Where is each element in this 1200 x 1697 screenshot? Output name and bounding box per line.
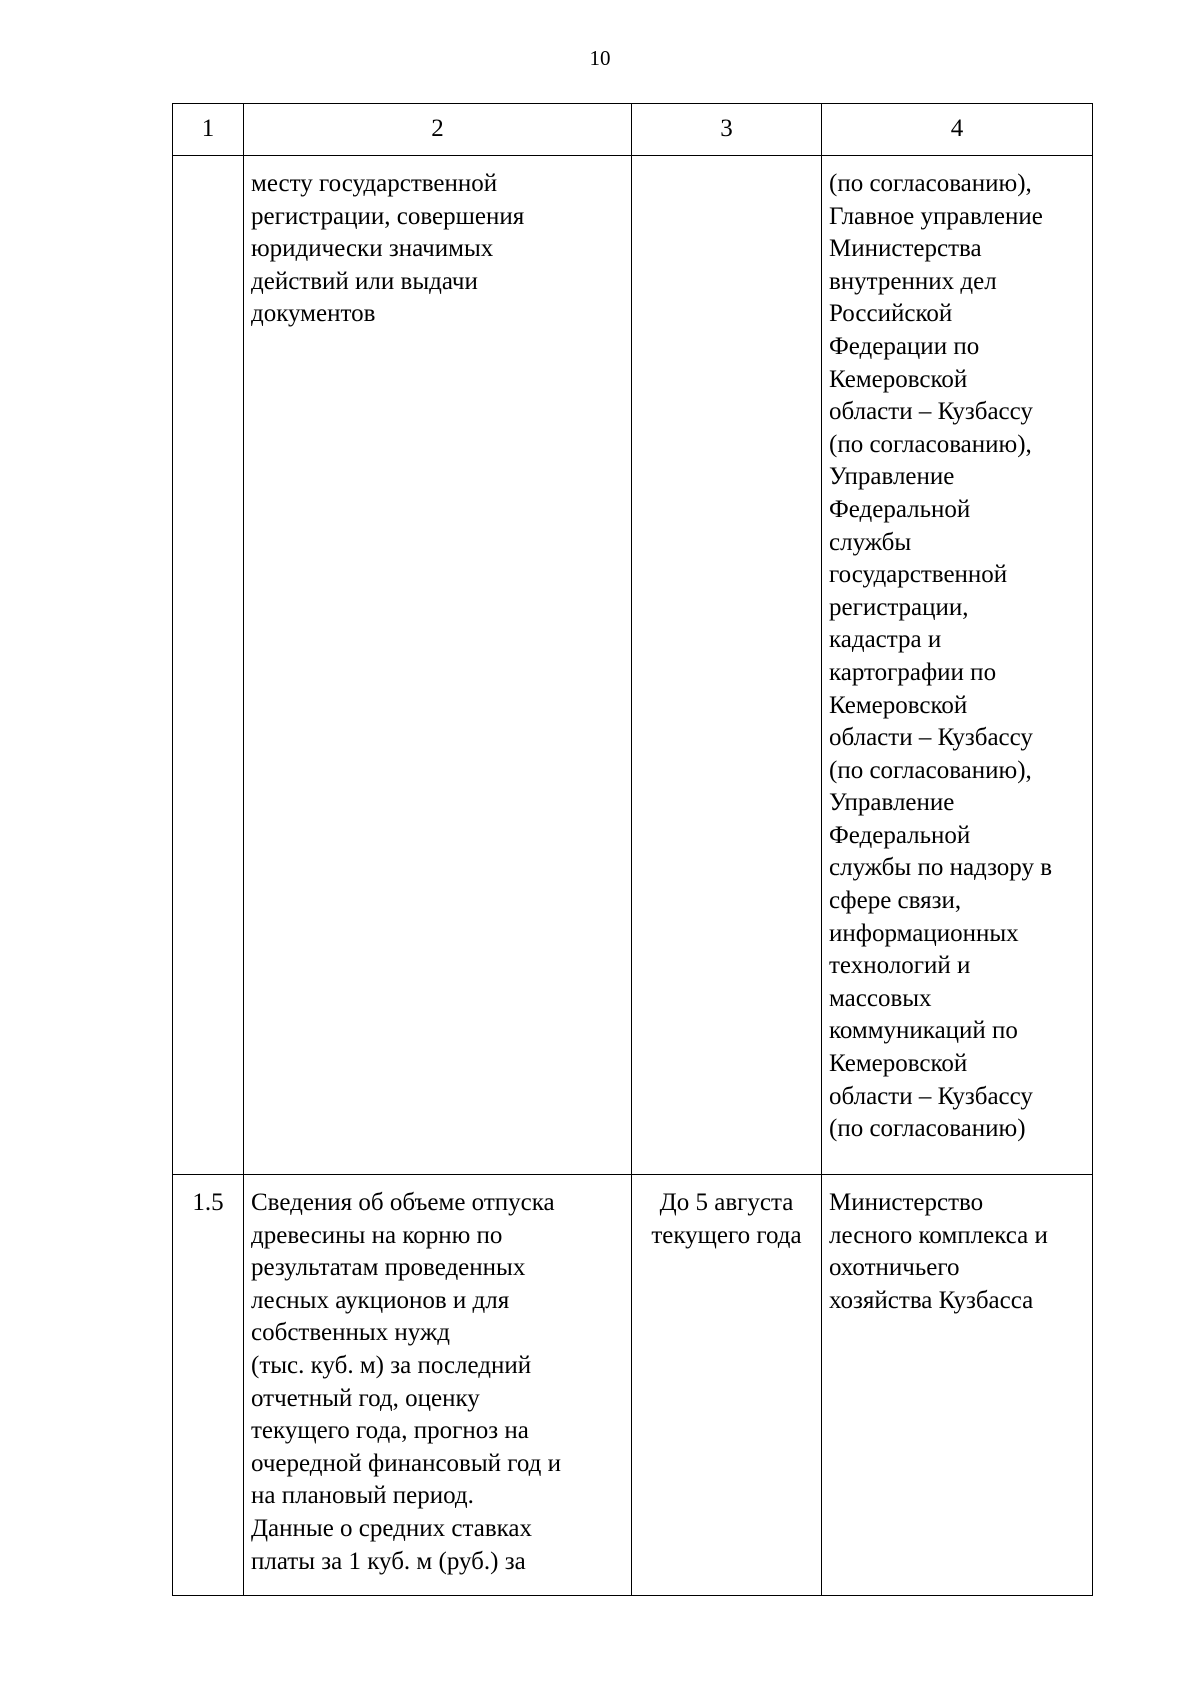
description-line: Данные о средних ставках bbox=[251, 1514, 532, 1542]
deadline-cell bbox=[632, 156, 822, 1175]
responsible-line: хозяйства Кузбасса bbox=[829, 1286, 1034, 1314]
responsible-line: коммуникаций по bbox=[829, 1017, 1018, 1045]
description-line: платы за 1 куб. м (руб.) за bbox=[251, 1547, 526, 1575]
description-line: результатам проведенных bbox=[251, 1254, 526, 1282]
description-line: очередной финансовый год и bbox=[251, 1449, 562, 1477]
table-header-row bbox=[173, 104, 1093, 156]
column-header-4: 4 bbox=[822, 104, 1093, 156]
responsible-line: регистрации, bbox=[829, 593, 969, 621]
responsible-line: охотничьего bbox=[829, 1254, 960, 1282]
description-line: древесины на корню по bbox=[251, 1221, 503, 1249]
responsible-line: картографии по bbox=[829, 658, 997, 686]
row-number-cell bbox=[173, 156, 244, 1175]
responsible-line: области – Кузбассу bbox=[829, 398, 1033, 426]
description-line: месту государственной bbox=[251, 170, 498, 197]
description-line: документов bbox=[251, 300, 376, 328]
responsible-line: Управление bbox=[829, 463, 955, 491]
description-line: на плановый период. bbox=[251, 1482, 474, 1510]
responsible-line: внутренних дел bbox=[829, 267, 997, 295]
responsible-line: Кемеровской bbox=[829, 1050, 968, 1078]
responsible-cell bbox=[822, 156, 1093, 1175]
page-number: 10 bbox=[589, 46, 611, 70]
description-line: собственных нужд bbox=[251, 1319, 450, 1347]
responsible-line: сфере связи, bbox=[829, 887, 962, 915]
description-line: отчетный год, оценку bbox=[251, 1384, 480, 1412]
responsible-line: Министерство bbox=[829, 1189, 984, 1216]
responsible-line: области – Кузбассу bbox=[829, 1082, 1033, 1110]
deadline-line: До 5 августа bbox=[659, 1189, 794, 1216]
description-line: юридически значимых bbox=[251, 235, 494, 263]
responsible-line: кадастра и bbox=[829, 626, 942, 654]
responsible-line: лесного комплекса и bbox=[829, 1221, 1048, 1249]
column-header-2: 2 bbox=[244, 104, 632, 156]
document-table bbox=[172, 103, 1093, 1596]
description-line: текущего года, прогноз на bbox=[251, 1417, 529, 1445]
responsible-line: (по согласованию) bbox=[829, 1115, 1026, 1143]
responsible-line: Федеральной bbox=[829, 495, 971, 523]
description-cell bbox=[244, 1175, 632, 1596]
description-line: Сведения об объеме отпуска bbox=[251, 1189, 555, 1216]
responsible-line: массовых bbox=[829, 984, 932, 1012]
responsible-line: Кемеровской bbox=[829, 365, 968, 393]
responsible-line: Главное управление bbox=[829, 202, 1043, 230]
responsible-line: Кемеровской bbox=[829, 691, 968, 719]
responsible-line: службы bbox=[829, 528, 912, 556]
column-header-1: 1 bbox=[173, 104, 244, 156]
responsible-line: Российской bbox=[829, 300, 953, 328]
responsible-line: области – Кузбассу bbox=[829, 724, 1033, 752]
description-line: (тыс. куб. м) за последний bbox=[251, 1351, 532, 1379]
deadline-cell bbox=[632, 1175, 822, 1596]
responsible-line: (по согласованию), bbox=[829, 170, 1032, 197]
responsible-line: (по согласованию), bbox=[829, 430, 1032, 458]
responsible-line: Федеральной bbox=[829, 821, 971, 849]
responsible-line: Управление bbox=[829, 789, 955, 817]
responsible-line: информационных bbox=[829, 919, 1019, 947]
table-row bbox=[173, 1175, 1093, 1596]
description-line: действий или выдачи bbox=[251, 267, 478, 295]
responsible-line: службы по надзору в bbox=[829, 854, 1053, 882]
table-row bbox=[173, 156, 1093, 1175]
description-cell bbox=[244, 156, 632, 1175]
row-number-cell bbox=[173, 1175, 244, 1596]
description-line: лесных аукционов и для bbox=[251, 1286, 510, 1314]
responsible-line: Министерства bbox=[829, 235, 982, 263]
responsible-line: технологий и bbox=[829, 952, 971, 980]
responsible-line: Федерации по bbox=[829, 332, 980, 360]
deadline-line: текущего года bbox=[651, 1221, 802, 1249]
description-line: регистрации, совершения bbox=[251, 202, 525, 230]
responsible-line: (по согласованию), bbox=[829, 756, 1032, 784]
row-number: 1.5 bbox=[192, 1189, 224, 1216]
responsible-line: государственной bbox=[829, 561, 1008, 589]
responsible-cell bbox=[822, 1175, 1093, 1596]
column-header-3: 3 bbox=[632, 104, 822, 156]
